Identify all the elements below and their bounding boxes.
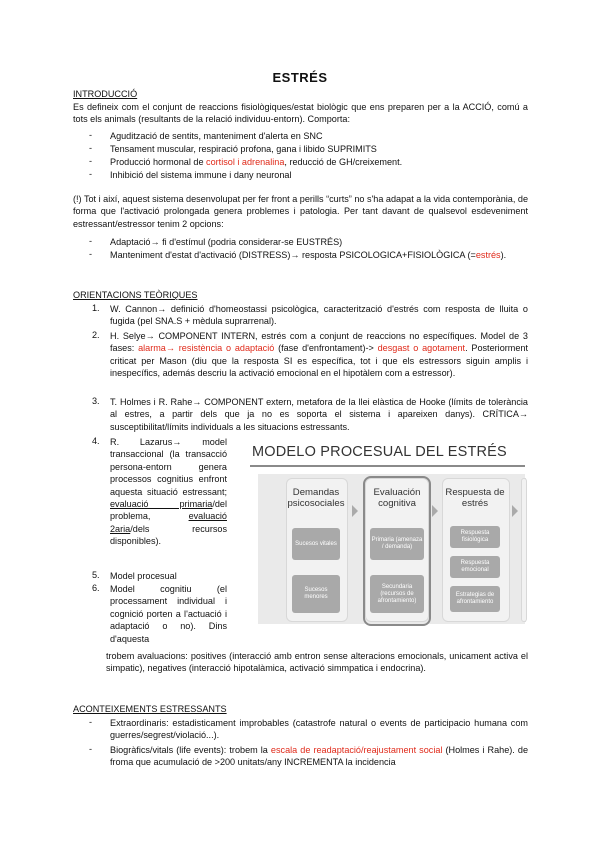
intro-item-4: Inhibició del sistema immune i dany neuronal	[110, 170, 292, 180]
text: (Holmes i Rahe). de froma que acumulació de >200 unitats/any INCREMENTA la incidencia	[110, 745, 528, 768]
column-heading: Demandas psicosociales	[287, 487, 345, 509]
orientation-item-6-continued: trobem avaluacions: positives (interacció amb entron sense alteracions emocionals, unicament activa el simpatic), negatives (interacció hipotalàmica, activació simmpatica i endocrina).	[106, 651, 528, 674]
intro-item-2: Tensament muscular, respiració profona, gana i libido SUPRIMITS	[110, 144, 377, 154]
text: /dels recursos disponibles).	[110, 523, 227, 547]
diagram-box: Sucesos vitales	[292, 528, 340, 560]
intro-item-1: Agudització de sentits, manteniment d'alerta en SNC	[110, 131, 323, 141]
bullet-dash: -	[89, 744, 93, 754]
highlight-red: desgast o agotament	[377, 343, 466, 354]
list-number: 5.	[92, 570, 100, 580]
text: Manteniment d'estat d'activació (DISTRESS)→ resposta PSICOLOGICA+FISIOLÒGICA (=	[110, 250, 476, 260]
bullet-dash: -	[89, 143, 93, 153]
intro-paragraph-2: (!) Tot i així, aquest sistema desenvolupat per fer front a perills “curts” no s'ha adapat a la vida contemporània, de forma que l'activació prolongada genera problemes i patologia. Per tant davant de qualsevol esdeveniment estressant/estressor tenim 2 opcions:	[73, 194, 528, 229]
text: Producció hormonal de	[110, 157, 207, 167]
section-heading-orientacions: ORIENTACIONS TEÒRIQUES	[73, 290, 198, 300]
text: Biogràfics/vitals (life events): trobem la	[110, 745, 271, 755]
text: (fase d'enfrontament)->	[274, 343, 378, 354]
diagram-box: Secundaria (recursos de afrontamiento)	[370, 575, 424, 613]
intro-item-3	[110, 156, 402, 168]
orientation-item-2	[110, 330, 528, 380]
section-heading-introduccio: INTRODUCCIÓ	[73, 89, 138, 99]
orientation-item-3: T. Holmes i R. Rahe→ COMPONENT extern, metafora de la llei elàstica de Hooke (límits de tolerància al estres, a partir dels que ja no es soporta el sistema i apareixen danys). CRÍTICA→ susceptibilitat/límits individuals a les situacions estressants.	[110, 397, 528, 432]
column-heading: Respuesta de estrés	[445, 487, 505, 509]
underlined-text: evaluació primaria	[110, 499, 213, 510]
bullet-dash: -	[89, 236, 93, 246]
bullet-dash: -	[89, 156, 93, 166]
underlined-text: evaluació 2aria	[110, 511, 227, 534]
orientation-item-5: Model procesual	[110, 571, 177, 581]
text: R. Lazarus→ model transaccional (la transacció persona-entorn genera processos cognitius enfront aquesta situació estressant;	[110, 437, 227, 497]
intro-paragraph: Es defineix com el conjunt de reaccions fisiològiques/estat biològic que ens preparen per a la ACCIÓ, comú a tots els animals (resultants de la relació individuu-entorn). Comporta:	[73, 102, 528, 125]
highlight-red: cortisol i adrenalina	[206, 157, 285, 167]
diagram-title: MODELO PROCESUAL DEL ESTRÉS	[252, 444, 507, 460]
highlight-red: escala de readaptació/reajustament social	[270, 745, 443, 755]
arrow-right-icon	[512, 505, 518, 517]
list-number: 3.	[92, 396, 100, 406]
arrow-right-icon	[352, 505, 358, 517]
option-2	[110, 249, 528, 261]
arrow-right-icon	[432, 505, 438, 517]
section-heading-aconteixements: ACONTEIXEMENTS ESTRESSANTS	[73, 704, 227, 714]
highlight-red: alarma→ resistència o adaptació	[138, 343, 275, 354]
event-biografics	[110, 744, 528, 769]
page-title: ESTRÉS	[272, 70, 328, 85]
diagram-box: Respuesta emocional	[450, 556, 500, 578]
list-number: 2.	[92, 330, 100, 340]
diagram-column-estatus	[521, 478, 527, 622]
text: , reducció de GH/creixement.	[284, 157, 403, 167]
list-number: 6.	[92, 583, 100, 593]
list-number: 4.	[92, 436, 100, 446]
option-1: Adaptació→ fi d'estímul (podria considerar-se EUSTRÉS)	[110, 237, 343, 247]
orientation-item-6-part: Model cognitiu (el processament individual i cognició porten a l'actuació i adaptació o no). Dins d'aquesta	[110, 584, 227, 644]
bullet-dash: -	[89, 717, 93, 727]
bullet-dash: -	[89, 130, 93, 140]
column-heading: Evaluación cognitiva	[373, 487, 421, 509]
diagram-box: Primaria (amenaza / demanda)	[370, 528, 424, 560]
text: /del problema,	[110, 499, 227, 522]
text: ).	[500, 250, 507, 260]
diagram-box: Estrategias de afrontamiento	[450, 586, 500, 612]
diagram-box: Sucesos menores	[292, 575, 340, 613]
text: . Posteriorment criticat per Mason (diu que la resposta SI es específica, tot i que els estressors siguin amplis i inespecífics, además descriu la activació emocional en el hipotàlem com a estressor).	[110, 343, 528, 379]
diagram-box: Respuesta fisiológica	[450, 526, 500, 548]
diagram-divider	[250, 465, 525, 467]
bullet-dash: -	[89, 249, 93, 259]
list-number: 1.	[92, 303, 100, 313]
bullet-dash: -	[89, 169, 93, 179]
orientation-item-4	[110, 436, 227, 548]
orientation-item-1: W. Cannon→ definició d'homeostassi psicològica, caracterització d'estrés com resposta de lluita o fugida (pel SNA.S + mèdula suprarrenal).	[110, 304, 528, 327]
event-extraordinaris: Extraordinaris: estadisticament improbables (catastrofe natural o events de participacio humana com guerres/segrest/violació...).	[110, 718, 528, 741]
text: H. Selye→ COMPONENT INTERN, estrés com a conjunt de reaccions no específiques. Model de 3 fases:	[110, 331, 528, 354]
highlight-red: estrés	[475, 250, 501, 260]
